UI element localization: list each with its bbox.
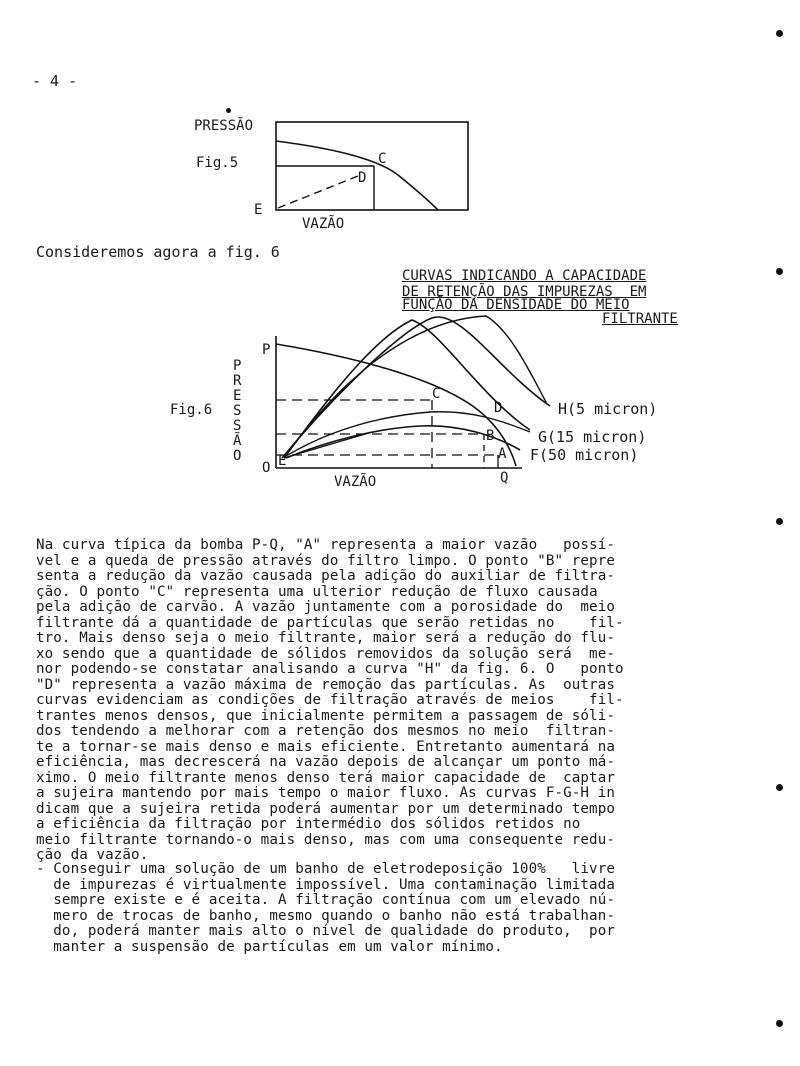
fig6-y-letter: P bbox=[233, 358, 242, 374]
paragraph-line: filtrante dá a quantidade de partículas que serão retidas no fil- bbox=[36, 614, 624, 631]
fig5-y-label: PRESSÃO bbox=[194, 118, 254, 134]
paragraph-line: nor podendo-se constatar analisando a curva "H" da fig. 6. O ponto bbox=[36, 661, 624, 677]
bullet-line: mero de trocas de banho, mesmo quando o banho não está trabalhan- bbox=[36, 907, 615, 924]
fig5-label-c: C bbox=[378, 151, 387, 167]
fig6-caption: Fig.6 bbox=[170, 402, 213, 418]
intro-text: Consideremos agora a fig. 6 bbox=[36, 243, 280, 261]
paragraph-line: tro. Mais denso seja o meio filtrante, maior será a redução do flu- bbox=[36, 630, 615, 646]
paragraph-line: trantes menos densos, que inicialmente permitem a passagem de sóli- bbox=[36, 707, 615, 724]
paragraph-line: curvas evidenciam as condições de filtração através de meios fil- bbox=[36, 692, 624, 708]
bullet-line: de impurezas é virtualmente impossível. Uma contaminação limitada bbox=[36, 876, 615, 893]
fig6-title-line: DE RETENÇÃO DAS IMPUREZAS EM bbox=[402, 284, 647, 300]
paragraph-line: pela adição de carvão. A vazão juntamente com a porosidade do meio bbox=[36, 599, 615, 615]
binder-dot bbox=[776, 784, 783, 791]
fig6-label-e: E bbox=[278, 453, 287, 469]
curve-f bbox=[286, 426, 520, 458]
fig6-y-letter: R bbox=[233, 373, 242, 389]
fig6-plot bbox=[0, 0, 800, 500]
paragraph-line: te a tornar-se mais denso e mais eficiente. Entretanto aumentará na bbox=[36, 738, 615, 755]
paragraph-line: ção. O ponto "C" representa uma ulterior redução de fluxo causada bbox=[36, 583, 598, 600]
fig6-origin-label: O bbox=[262, 460, 271, 476]
paragraph-line: ção da vazão. bbox=[36, 847, 149, 863]
fig6-y-letter: Ã bbox=[233, 433, 242, 449]
paragraph-line: senta a redução da vazão causada pela adição do auxiliar de filtra- bbox=[36, 568, 615, 584]
fig5-caption: Fig.5 bbox=[196, 155, 239, 171]
paragraph-line: a eficiência da filtração por intermédio dos sólidos retidos no bbox=[36, 816, 581, 832]
fig6-label-c: C bbox=[432, 386, 441, 402]
fig6-title-line: FILTRANTE bbox=[602, 311, 678, 327]
page-number: - 4 - bbox=[32, 72, 78, 90]
fig6-label-b: B bbox=[486, 428, 495, 444]
fig6-y-letter: S bbox=[233, 418, 242, 434]
fig6-y-letter: O bbox=[233, 448, 242, 464]
paragraph-line: Na curva típica da bomba P-Q, "A" representa a maior vazão possí- bbox=[36, 537, 615, 553]
fig6-series-label-h: H(5 micron) bbox=[558, 400, 658, 418]
fig6-label-d: D bbox=[494, 400, 503, 416]
bullet-line: manter a suspensão de partículas em um valor mínimo. bbox=[36, 938, 503, 955]
paragraph-line: a sujeira mantendo por mais tempo o maior fluxo. As curvas F-G-H in bbox=[36, 785, 615, 801]
fig6-series-label-f: F(50 micron) bbox=[530, 446, 639, 464]
binder-dot bbox=[776, 518, 783, 525]
fig6-title-line: FUNÇÃO DA DENSIDADE DO MEIO bbox=[402, 297, 630, 313]
fig6-y-letter: S bbox=[233, 403, 242, 419]
bullet-line: - Conseguir uma solução de um banho de eletrodeposição 100% livre bbox=[36, 861, 615, 877]
fig6-label-p: P bbox=[262, 342, 271, 358]
paragraph-line: xo sendo que a quantidade de sólidos removidos da solução será me- bbox=[36, 645, 615, 662]
paragraph-line: ximo. O meio filtrante menos denso terá maior capacidade de captar bbox=[36, 769, 615, 786]
paragraph-line: dos tendendo a melhorar com a retenção dos mesmos no meio filtran- bbox=[36, 723, 615, 739]
paragraph-line: vel e a queda de pressão através do filtro limpo. O ponto "B" repre bbox=[36, 552, 615, 569]
paragraph-line: eficiência, mas decrescerá na vazão depois de alcançar um ponto má- bbox=[36, 754, 615, 770]
bullet-line: sempre existe e é aceita. A filtração contínua com um elevado nú- bbox=[36, 892, 615, 908]
fig6-x-label: VAZÃO bbox=[334, 474, 377, 490]
bullet-line: do, poderá manter mais alto o nível de qualidade do produto, por bbox=[36, 923, 615, 939]
paragraph-line: meio filtrante tornando-o mais denso, mas com uma consequente redu- bbox=[36, 831, 615, 848]
fig6-label-a: A bbox=[498, 446, 507, 462]
fig5-x-label: VAZÃO bbox=[302, 216, 345, 232]
binder-dot bbox=[776, 1020, 783, 1027]
fig5-label-e: E bbox=[254, 202, 263, 218]
fig6-title-line: CURVAS INDICANDO A CAPACIDADE bbox=[402, 268, 647, 284]
fig6-y-letter: E bbox=[233, 388, 242, 404]
fig6-label-q: Q bbox=[500, 470, 509, 486]
fig6-series-label-g: G(15 micron) bbox=[538, 428, 647, 446]
paragraph-line: dicam que a sujeira retida poderá aumentar por um determinado tempo bbox=[36, 800, 615, 817]
paragraph-line: "D" representa a vazão máxima de remoção das partículas. As outras bbox=[36, 676, 615, 693]
fig5-label-d: D bbox=[358, 170, 367, 186]
curve-h bbox=[282, 317, 550, 458]
